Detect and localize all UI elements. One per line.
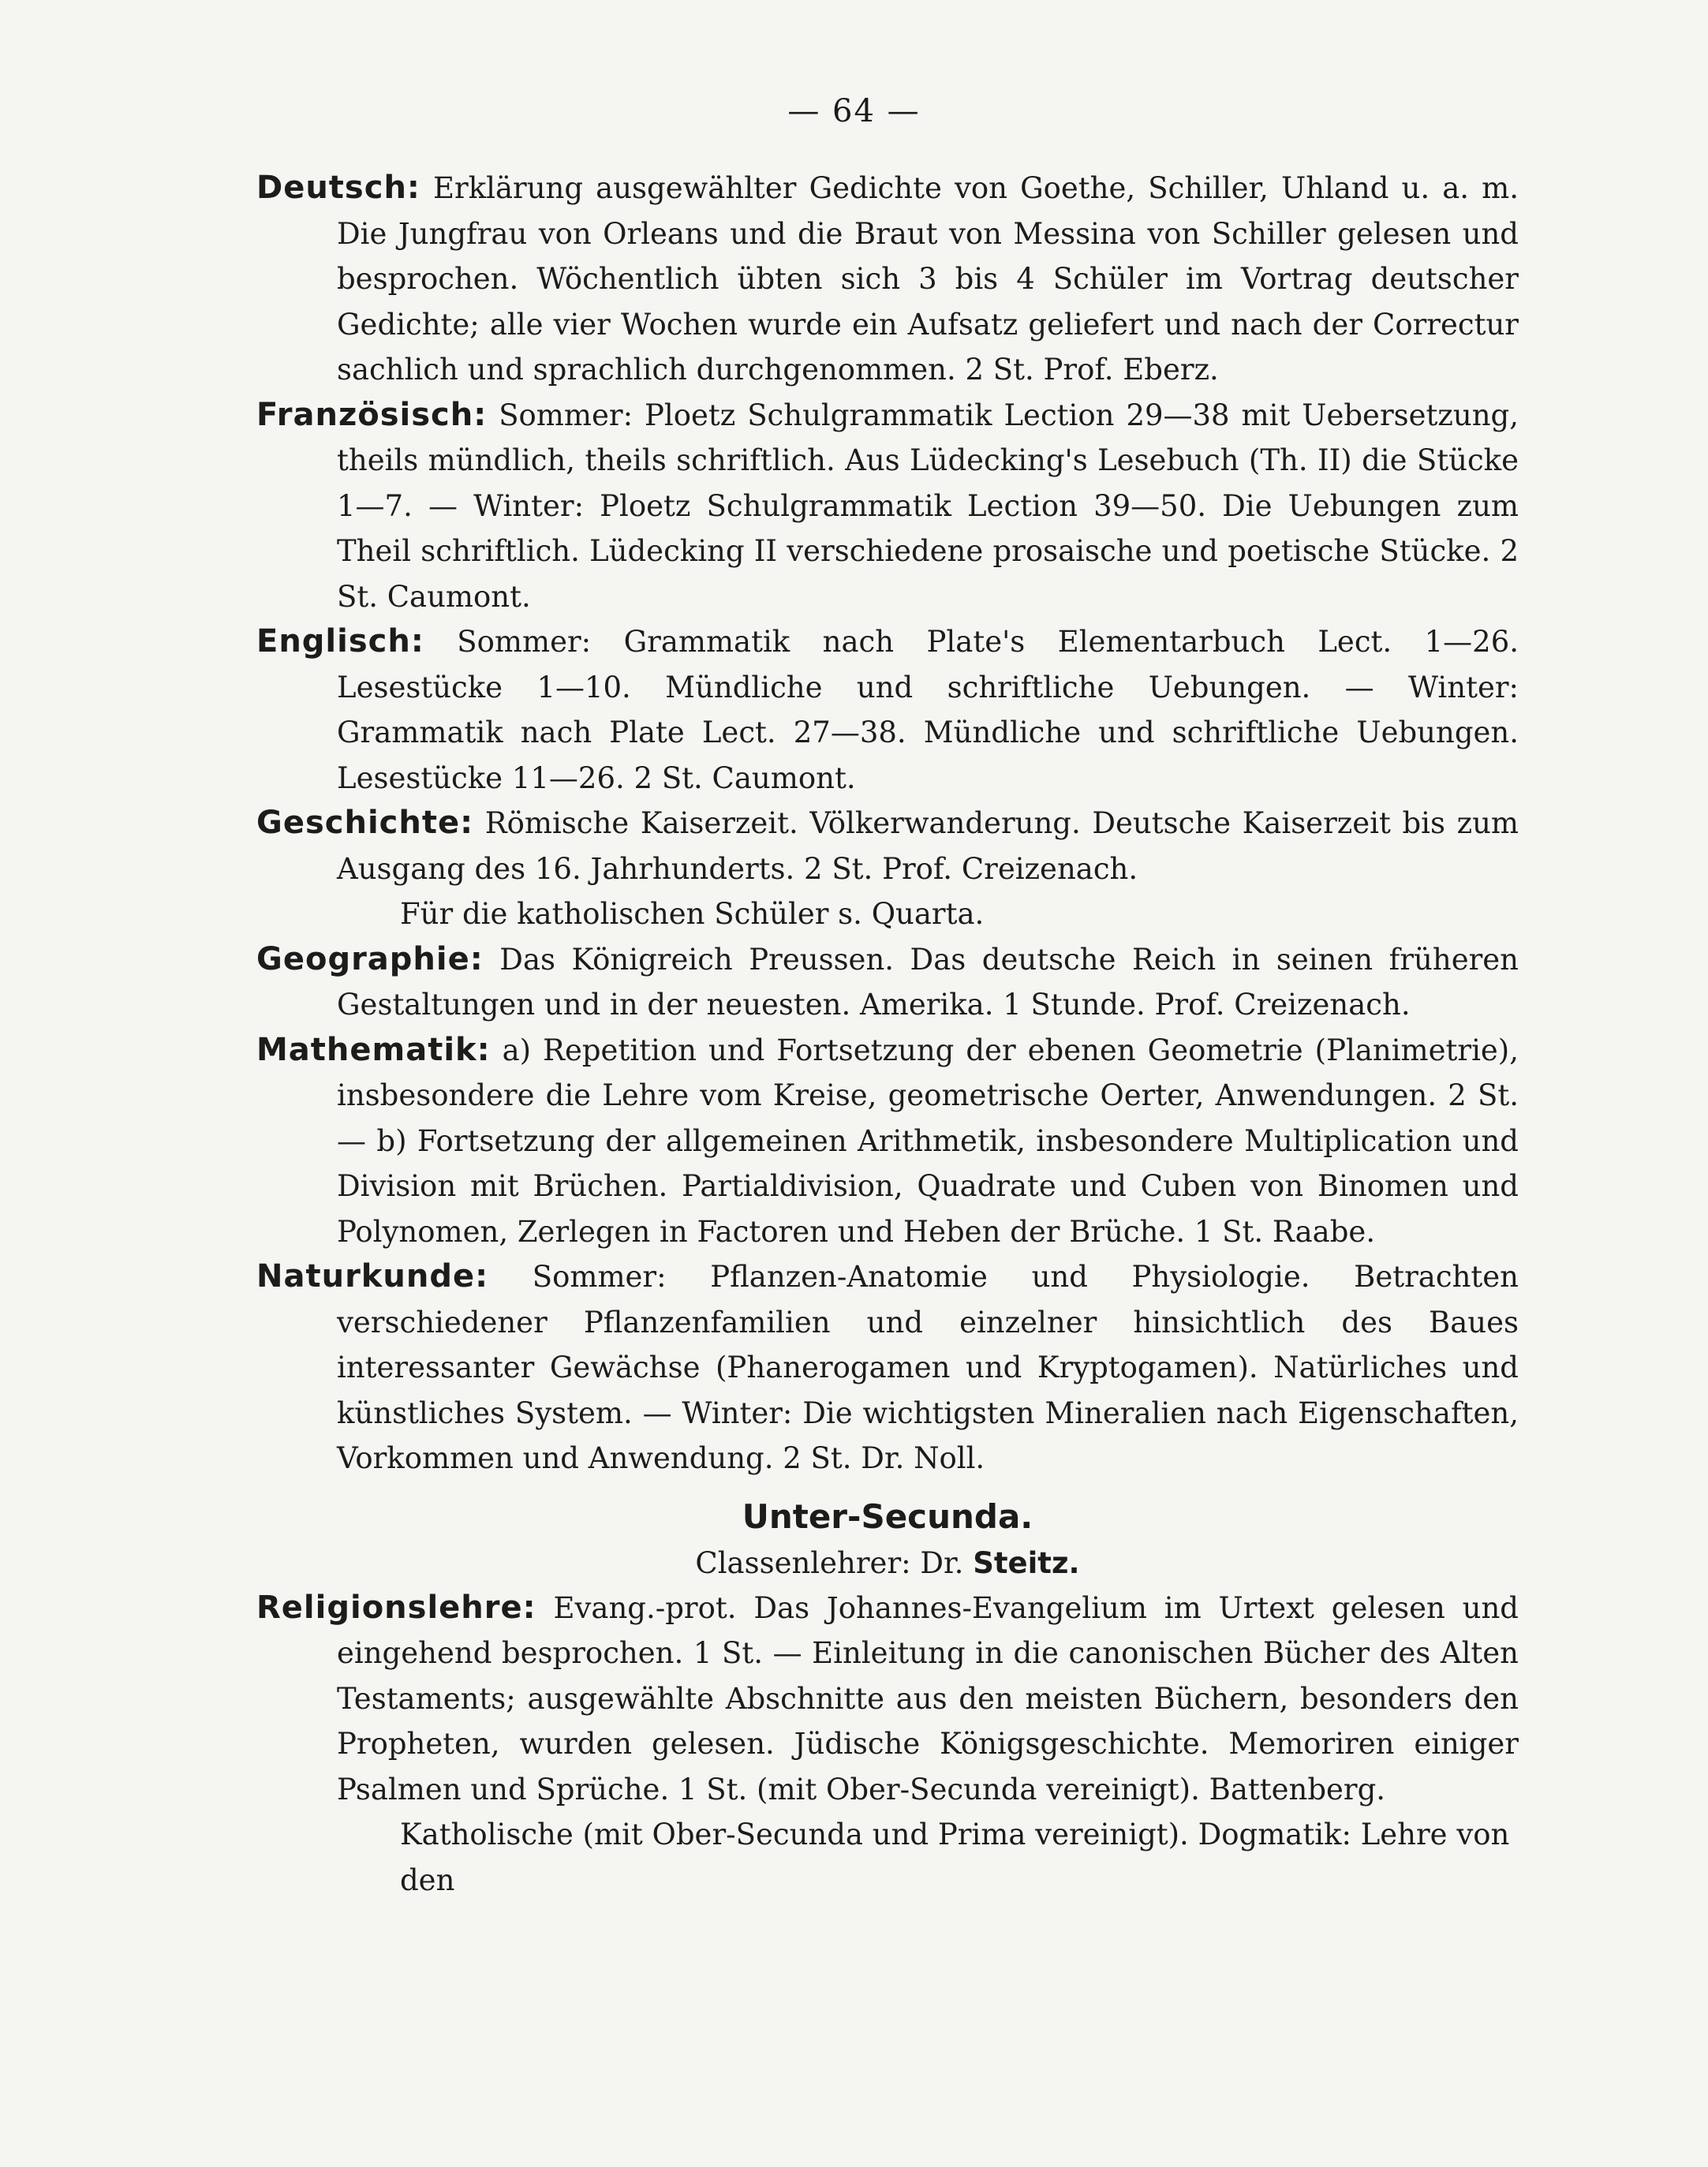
entry-naturkunde	[256, 1254, 1519, 1481]
entry-franzoesisch	[256, 393, 1519, 620]
entry-katholisch: Katholische (mit Ober-Secunda und Prima vereinigt). Dogmatik: Lehre von den	[400, 1818, 1510, 1897]
subject-heading: Französisch:	[256, 396, 488, 433]
class-teacher	[256, 1541, 1519, 1586]
subject-heading: Geschichte:	[256, 805, 474, 841]
page-body	[256, 166, 1519, 1903]
entry-text: Das Königreich Preussen. Das deutsche Reich in seinen früheren Gestaltungen und in der neuesten. Amerika. 1 Stunde. Prof. Creizenach.	[337, 942, 1519, 1022]
entry-geschichte	[256, 801, 1519, 891]
entry-text: Erklärung ausgewählter Gedichte von Goethe, Schiller, Uhland u. a. m. Die Jungfrau von Orleans und die Braut von Messina von Schiller gelesen und besprochen. Wöchentlich übten sich 3 bis 4 Schüler im Vortrag deutscher Gedichte; alle vier Wochen wurde ein Aufsatz geliefert und nach der Correctur sachlich und sprachlich durchgenommen. 2 St. Prof. Eberz.	[337, 171, 1519, 387]
subject-heading: Mathematik:	[256, 1031, 491, 1068]
subject-heading: Naturkunde:	[256, 1258, 489, 1295]
entry-text: Sommer: Ploetz Schulgrammatik Lection 29—38 mit Uebersetzung, theils mündlich, theils schriftlich. Aus Lüdecking's Lesebuch (Th. II) die Stücke 1—7. — Winter: Ploetz Schulgrammatik Lection 39—50. Die Uebungen zum Theil schriftlich. Lüdecking II verschiedene prosaische und poetische Stücke. 2 St. Caumont.	[337, 398, 1519, 614]
entry-text: Römische Kaiserzeit. Völkerwanderung. Deutsche Kaiserzeit bis zum Ausgang des 16. Jahrhunderts. 2 St. Prof. Creizenach.	[337, 806, 1519, 886]
entry-text: a) Repetition und Fortsetzung der ebenen Geometrie (Planimetrie), insbesondere die Lehre vom Kreise, geometrische Oerter, Anwendungen. 2 St. — b) Fortsetzung der allgemeinen Arithmetik, insbesondere Multiplication und Division mit Brüchen. Partialdivision, Quadrate und Cuben von Binomen und Polynomen, Zerlegen in Factoren und Heben der Brüche. 1 St. Raabe.	[337, 1033, 1519, 1249]
page-number: — 64 —	[787, 93, 921, 129]
entry-deutsch	[256, 166, 1519, 393]
class-teacher-label: Classenlehrer: Dr.	[695, 1545, 964, 1580]
section-title: Unter-Secunda.	[742, 1496, 1033, 1536]
subject-heading: Englisch:	[256, 623, 424, 659]
entry-mathematik	[256, 1028, 1519, 1255]
entry-geographie	[256, 937, 1519, 1028]
subject-heading: Deutsch:	[256, 170, 420, 206]
entry-text: Evang.-prot. Das Johannes-Evangelium im Urtext gelesen und eingehend besprochen. 1 St. — Einleitung in die canonischen Bücher des Alten Testaments; ausgewählte Abschnitte aus den meisten Büchern, besonders den Propheten, wurden gelesen. Jüdische Königsgeschichte. Memoriren einiger Psalmen und Sprüche. 1 St. (mit Ober-Secunda vereinigt). Battenberg.	[337, 1590, 1519, 1806]
entry-geschichte-note: Für die katholischen Schüler s. Quarta.	[400, 897, 985, 931]
entry-text: Sommer: Grammatik nach Plate's Elementarbuch Lect. 1—26. Lesestücke 1—10. Mündliche und schriftliche Uebungen. — Winter: Grammatik nach Plate Lect. 27—38. Mündliche und schriftliche Uebungen. Lesestücke 11—26. 2 St. Caumont.	[337, 625, 1519, 795]
class-teacher-name: Steitz.	[973, 1545, 1080, 1580]
entry-englisch	[256, 619, 1519, 801]
entry-text: Sommer: Pflanzen-Anatomie und Physiologie. Betrachten verschiedener Pflanzenfamilien und einzelner hinsichtlich des Baues interessanter Gewächse (Phanerogamen und Kryptogamen). Natürliches und künstliches System. — Winter: Die wichtigsten Mineralien nach Eigenschaften, Vorkommen und Anwendung. 2 St. Dr. Noll.	[337, 1260, 1519, 1475]
subject-heading: Geographie:	[256, 940, 484, 977]
entry-religionslehre	[256, 1586, 1519, 1813]
subject-heading: Religionslehre:	[256, 1589, 536, 1626]
